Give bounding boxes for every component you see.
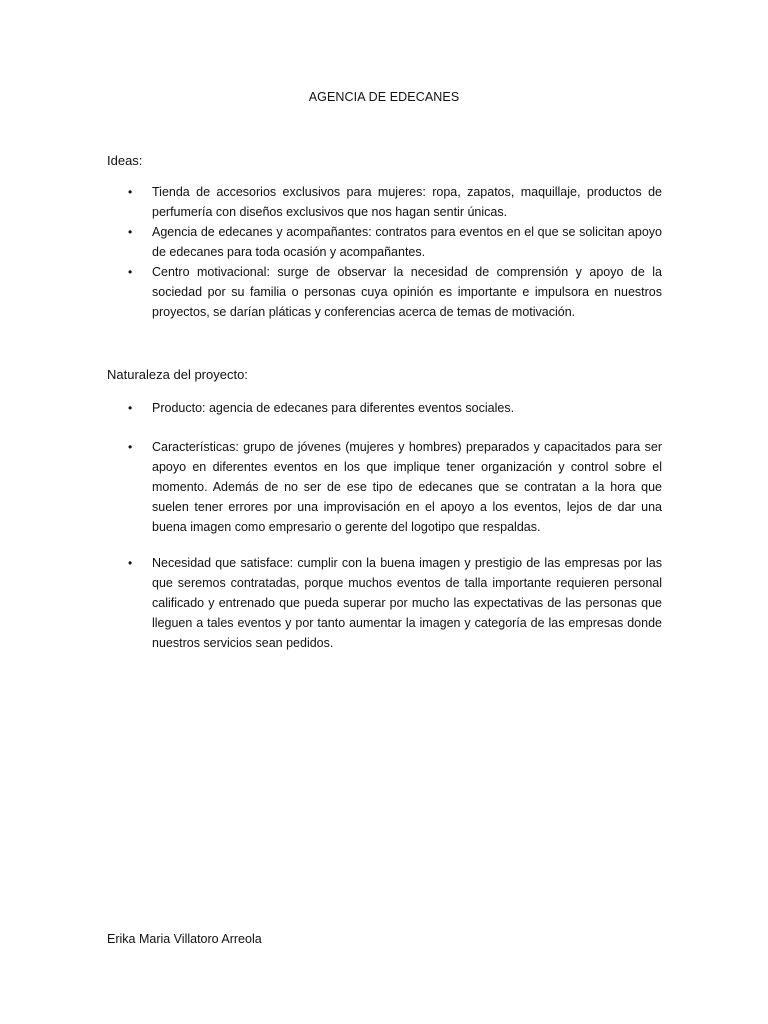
list-item xyxy=(128,398,662,418)
list-item-text: Producto: agencia de edecanes para diferentes eventos sociales. xyxy=(152,401,515,415)
naturaleza-heading: Naturaleza del proyecto: xyxy=(107,367,248,382)
list-item xyxy=(128,222,662,262)
bullet-icon: • xyxy=(128,225,133,239)
list-item xyxy=(128,553,662,653)
list-item xyxy=(128,437,662,537)
list-item-text: Agencia de edecanes y acompañantes: contratos para eventos en el que se solicitan apoyo de edecanes para toda ocasión y acompañantes. xyxy=(152,225,662,259)
author-signature: Erika Maria Villatoro Arreola xyxy=(107,932,262,946)
bullet-icon: • xyxy=(128,556,133,570)
list-item-text: Características: grupo de jóvenes (mujeres y hombres) preparados y capacitados para ser apoyo en diferentes eventos en los que implique tener organización y control sobre el momento. Además de no ser de ese tipo de edecanes que se contratan a la hora que suelen tener errores por una improvisación en el apoyo a los eventos, lejos de dar una buena imagen como empresario o gerente del logotipo que respaldas. xyxy=(152,440,662,534)
list-item-text: Tienda de accesorios exclusivos para mujeres: ropa, zapatos, maquillaje, productos de perfumería con diseños exclusivos que nos hagan sentir únicas. xyxy=(152,185,662,219)
list-item-text: Centro motivacional: surge de observar la necesidad de comprensión y apoyo de la sociedad por su familia o personas cuya opinión es importante e impulsora en nuestros proyectos, se darían pláticas y conferencias acerca de temas de motivación. xyxy=(152,265,662,319)
ideas-heading: Ideas: xyxy=(107,153,143,168)
bullet-icon: • xyxy=(128,401,133,415)
list-item-text: Necesidad que satisface: cumplir con la buena imagen y prestigio de las empresas por las que seremos contratadas, porque muchos eventos de talla importante requieren personal calificado y entrenado que pueda superar por mucho las expectativas de las personas que lleguen a tales eventos y por tanto aumentar la imagen y categoría de las empresas donde nuestros servicios sean pedidos. xyxy=(152,556,662,650)
bullet-icon: • xyxy=(128,265,133,279)
bullet-icon: • xyxy=(128,440,133,454)
bullet-icon: • xyxy=(128,185,133,199)
list-item xyxy=(128,182,662,222)
document-title: AGENCIA DE EDECANES xyxy=(308,90,460,104)
list-item xyxy=(128,262,662,322)
